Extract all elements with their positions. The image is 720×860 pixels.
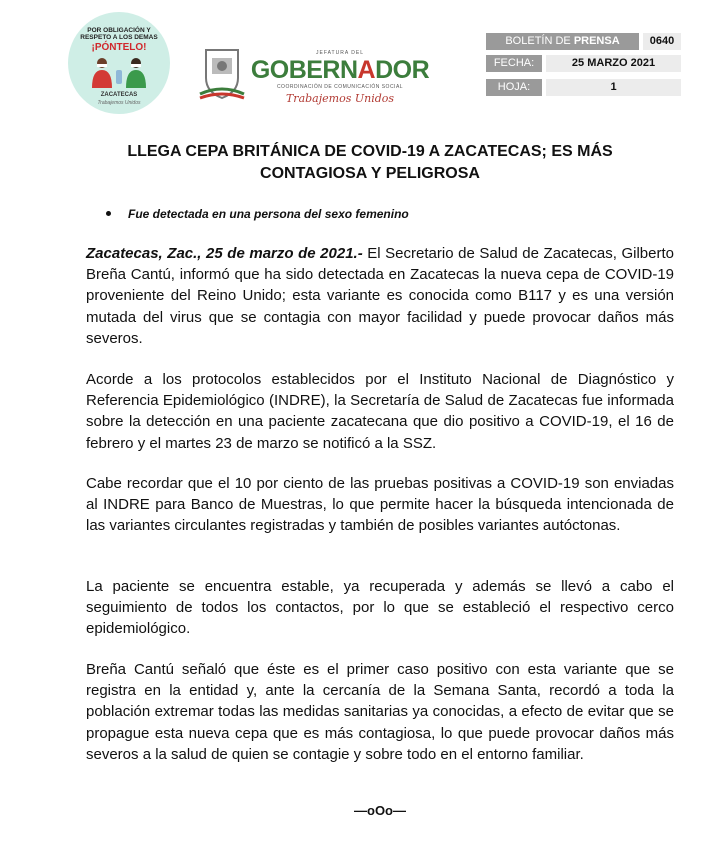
gov-title-accent: A [357,56,376,84]
date-label: FECHA: [486,55,542,72]
bullet-icon [106,211,111,216]
gov-heading: JEFATURA DEL [315,50,365,56]
paragraph-4: La paciente se encuentra estable, ya recuperada y además se llevó a cabo el seguimiento de todos los contactos, por lo que se estableció el respectivo cerco epidemiológico. [86,578,674,638]
dateline: Zacatecas, Zac., 25 de marzo de 2021.- [86,245,363,262]
coat-of-arms-icon [198,44,246,100]
badge-logo-text: ZACATECAS [100,92,138,98]
paragraph-1-text: El Secretario de Salud de Zacatecas, Gilberto Breña Cantú, informó que ha sido detectada en Zacatecas la nueva cepa de COVID-19 proveniente del Reino Unido; esta variante es conocida como B117 y es una versión mutada del virus que se contagia con mayor facilidad y puede provocar daños más severos. [86,245,674,347]
paragraph-1 [86,243,674,349]
page-label: HOJA: [486,79,542,96]
paragraph-2: Acorde a los protocolos establecidos por el Instituto Nacional de Diagnóstico y Referencia Epidemiológico (INDRE), la Secretaría de Salud de Zacatecas fue informada sobre la detección en una paciente zacatecana que dio positivo a COVID-19, el 16 de febrero y el martes 23 de marzo se notificó a la SSZ. [86,371,674,452]
badge-logo-subtext: Trabajemos Unidos [97,100,141,106]
campaign-badge [68,12,170,114]
gov-title-part-1: GOBERN [250,56,358,84]
gov-title-part-2: DOR [375,56,430,84]
bullet-point: Fue detectada en una persona del sexo femenino [128,207,409,221]
gov-subtitle: COORDINACIÓN DE COMUNICACIÓN SOCIAL [276,84,404,90]
gov-title [250,56,430,84]
badge-line-1: POR OBLIGACIÓN Y [87,27,151,34]
paragraph-3: Cabe recordar que el 10 por ciento de las pruebas positivas a COVID-19 son enviadas al INDRE para Banco de Muestras, lo que permite hacer la búsqueda intencionada de las variantes circulantes registradas y también de posibles variantes autóctonas. [86,475,674,535]
date-value: 25 MARZO 2021 [546,55,681,72]
bulletin-number: 0640 [643,33,681,50]
badge-line-2: RESPETO A LOS DEMAS [80,34,158,41]
page-value: 1 [546,79,681,96]
page-header [0,0,720,125]
closing-mark: —oOo— [354,803,406,818]
badge-text [68,27,170,41]
badge-slogan: ¡PÓNTELO! [91,42,147,53]
headline: LLEGA CEPA BRITÁNICA DE COVID-19 A ZACATECAS; ES MÁS CONTAGIOSA Y PELIGROSA [127,143,613,182]
people-with-masks-icon [88,56,150,88]
gov-slogan: Trabajemos Unidos [285,92,395,105]
bulletin-label: BOLETÍN DE PRENSA [486,33,639,50]
paragraph-5: Breña Cantú señaló que éste es el primer caso positivo con esta variante que se registra en la entidad y, ante la cercanía de la Semana Santa, recordó a toda la población extremar todas las medidas sanitarias ya conocidas, a efecto de evitar que se propague esta nueva cepa que es más contagiosa, lo que puede provocar daños más severos a la salud de quien se contagie y sobre todo en el entorno familiar. [86,661,674,763]
